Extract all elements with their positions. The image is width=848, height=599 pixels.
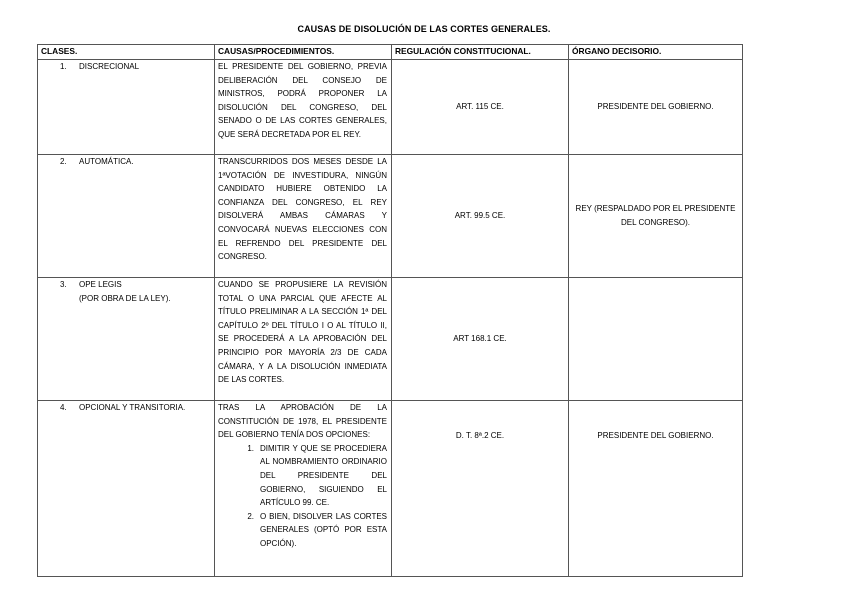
list-item	[236, 442, 387, 510]
header-causas: CAUSAS/PROCEDIMIENTOS.	[215, 45, 392, 60]
organo-cell: PRESIDENTE DEL GOBIERNO.	[569, 401, 743, 577]
header-regulacion: REGULACIÓN CONSTITUCIONAL.	[392, 45, 569, 60]
clase-label: OPE LEGIS	[79, 280, 122, 289]
table-row	[38, 278, 743, 401]
row-number: 4.	[60, 403, 67, 412]
organo-cell: PRESIDENTE DEL GOBIERNO.	[569, 60, 743, 155]
header-organo: ÓRGANO DECISORIO.	[569, 45, 743, 60]
organo-cell: REY (RESPALDADO POR EL PRESIDENTE DEL CONGRESO).	[569, 155, 743, 278]
row-number: 3.	[60, 280, 67, 289]
causa-cell: EL PRESIDENTE DEL GOBIERNO, PREVIA DELIBERACIÓN DEL CONSEJO DE MINISTROS, PODRÁ PROPONER LA DISOLUCIÓN DEL CONGRESO, DEL SENADO O DE LAS CORTES GENERALES, QUE SERÁ DECRETADA POR EL REY.	[215, 60, 392, 155]
document-title: CAUSAS DE DISOLUCIÓN DE LAS CORTES GENERALES.	[297, 24, 551, 34]
regulacion-cell: ART 168.1 CE.	[392, 278, 569, 401]
dissolution-table	[37, 44, 743, 577]
clase-cell	[38, 401, 215, 577]
organo-cell	[569, 278, 743, 401]
clase-sublabel: (POR OBRA DE LA LEY).	[79, 293, 171, 303]
regulacion-cell: ART. 115 CE.	[392, 60, 569, 155]
causa-cell: TRANSCURRIDOS DOS MESES DESDE LA 1ªVOTACIÓN DE INVESTIDURA, NINGÚN CANDIDATO HUBIERE OBTENIDO LA CONFIANZA DEL CONGRESO, EL REY DISOLVERÁ AMBAS CÁMARAS Y CONVOCARÁ NUEVAS ELECCIONES CON EL REFRENDO DEL PRESIDENTE DEL CONGRESO.	[215, 155, 392, 278]
row-number: 2.	[60, 157, 67, 166]
causa-intro: TRAS LA APROBACIÓN DE LA CONSTITUCIÓN DE 1978, EL PRESIDENTE DEL GOBIERNO TENÍA DOS OPCIONES:	[218, 403, 387, 440]
clase-label: DISCRECIONAL	[79, 62, 140, 71]
causa-cell	[215, 401, 392, 577]
clase-cell	[38, 278, 215, 401]
regulacion-cell: ART. 99.5 CE.	[392, 155, 569, 278]
clase-label: OPCIONAL Y TRANSITORIA.	[79, 403, 186, 412]
table-row	[38, 60, 743, 155]
table-row	[38, 155, 743, 278]
regulacion-cell: D. T. 8ª.2 CE.	[392, 401, 569, 577]
option-text: O BIEN, DISOLVER LAS CORTES GENERALES (OPTÓ POR ESTA OPCIÓN).	[260, 511, 387, 548]
option-number: 1.	[247, 443, 254, 453]
option-number: 2.	[247, 511, 254, 521]
table-row	[38, 401, 743, 577]
options-list	[218, 442, 387, 551]
clase-cell	[38, 60, 215, 155]
clase-cell	[38, 155, 215, 278]
header-clases: CLASES.	[38, 45, 215, 60]
causa-cell: CUANDO SE PROPUSIERE LA REVISIÓN TOTAL O UNA PARCIAL QUE AFECTE AL TÍTULO PRELIMINAR A LA SECCIÓN 1ª DEL CAPÍTULO 2º DEL TÍTULO I O AL TÍTULO II, SE PROCEDERÁ A LA APROBACIÓN DEL PRINCIPIO POR MAYORÍA 2/3 DE CADA CÁMARA, Y A LA DISOLUCIÓN INMEDIATA DE LAS CORTES.	[215, 278, 392, 401]
list-item	[236, 510, 387, 551]
row-number: 1.	[60, 62, 67, 71]
option-text: DIMITIR Y QUE SE PROCEDIERA AL NOMBRAMIENTO ORDINARIO DEL PRESIDENTE DEL GOBIERNO, SIGUIENDO EL ARTÍCULO 99. CE.	[260, 443, 387, 508]
clase-label: AUTOMÁTICA.	[79, 157, 134, 166]
table-header-row	[38, 45, 743, 60]
